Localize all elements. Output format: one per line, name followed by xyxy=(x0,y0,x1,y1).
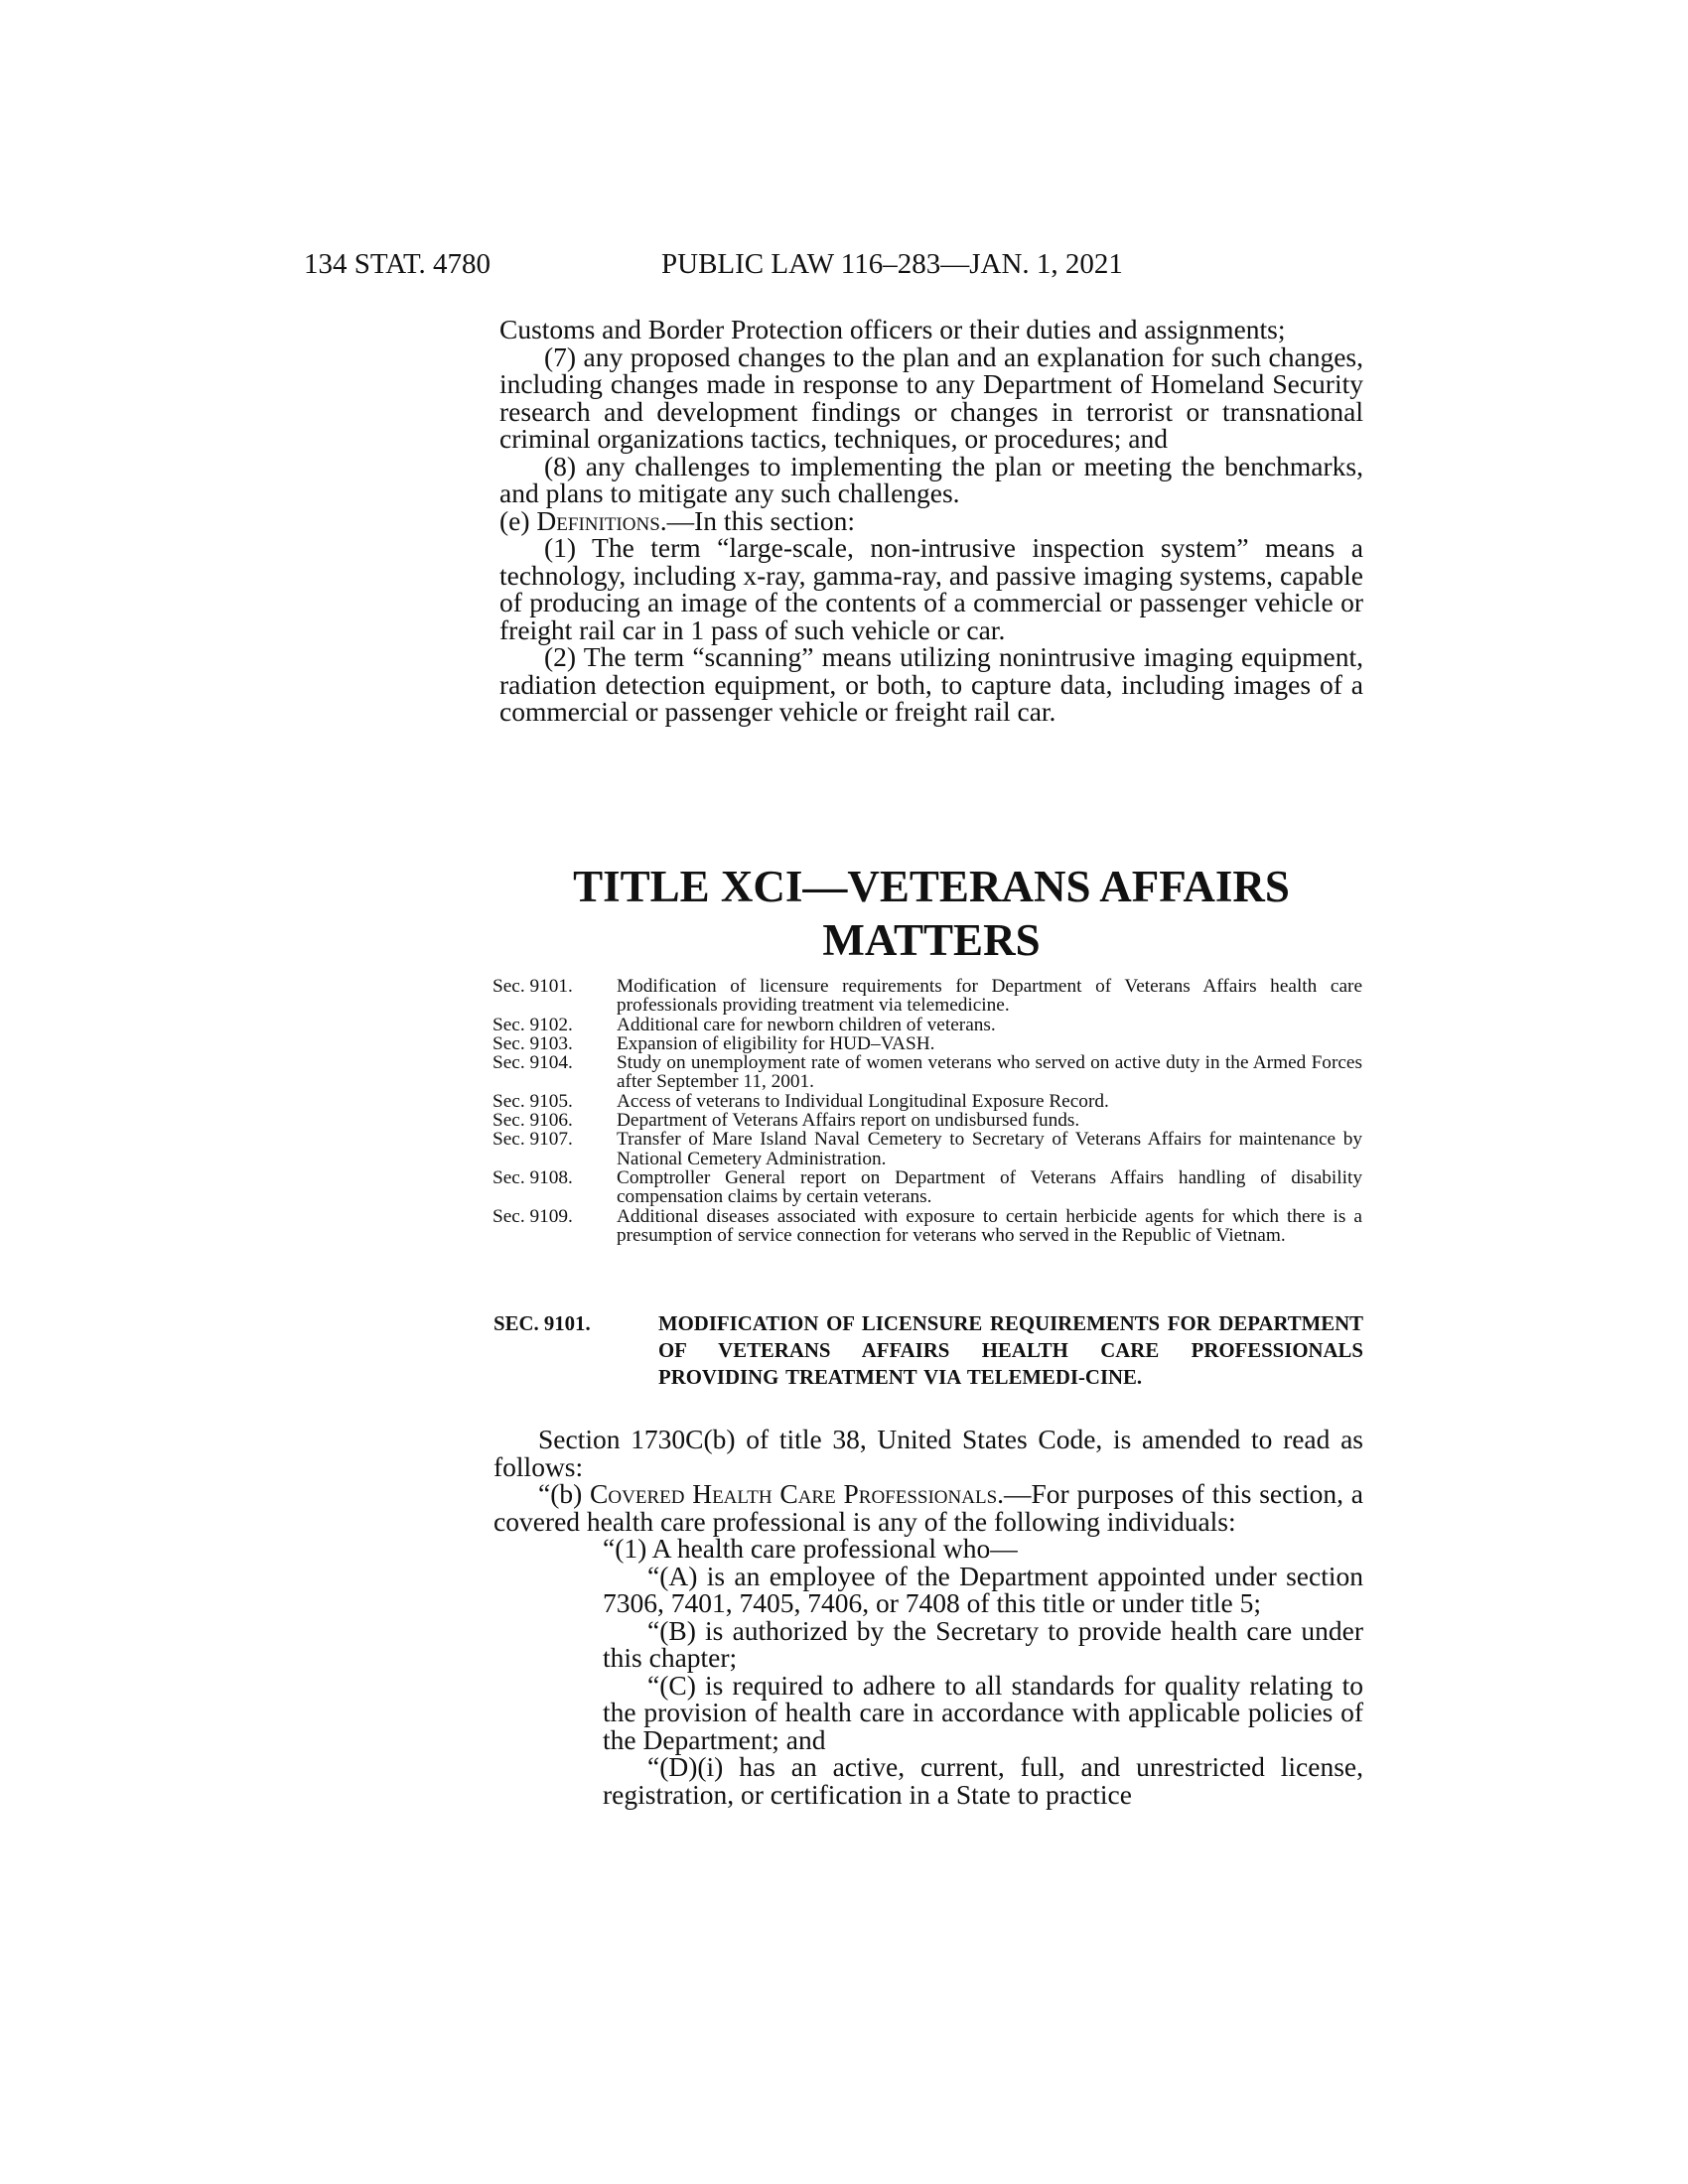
statute-page-number: 134 STAT. 4780 xyxy=(304,248,492,280)
section-intro: Section 1730C(b) of title 38, United States Code, is amended to read as follows: xyxy=(493,1424,1363,1482)
subsection-e: (e) Definitions.—In this section: xyxy=(499,504,856,536)
section-number: SEC. 9101. xyxy=(493,1312,591,1335)
toc-entry: Sec. 9104. Study on unemployment rate of women veterans who served on active duty in the Armed Forces after September 11, 2001. xyxy=(492,1052,1362,1093)
paragraph-continued: Customs and Border Protection officers or their duties and assignments; xyxy=(499,314,1286,344)
definition-2: (2) The term “scanning” means utilizing nonintrusive imaging equipment, radiation detection equipment, or both, to capture data, including images of a commercial or passenger vehicle or freight rail car. xyxy=(499,641,1363,727)
toc-entry: Sec. 9106. Department of Veterans Affairs report on undisbursed funds. xyxy=(492,1110,1080,1132)
page-header xyxy=(304,248,1366,288)
toc-entry: Sec. 9103. Expansion of eligibility for HUD–VASH. xyxy=(492,1032,935,1054)
title-line-1: TITLE XCI—VETERANS AFFAIRS xyxy=(573,862,1290,911)
section-body xyxy=(493,1426,1363,1808)
toc-entry: Sec. 9102. Additional care for newborn children of veterans. xyxy=(492,1014,996,1035)
toc-entry: Sec. 9107. Transfer of Mare Island Naval Cemetery to Secretary of Veterans Affairs for maintenance by National Cemetery Administration. xyxy=(492,1129,1362,1169)
toc-entry: Sec. 9105. Access of veterans to Individual Longitudinal Exposure Record. xyxy=(492,1090,1109,1112)
definition-1: (1) The term “large-scale, non-intrusive inspection system” means a technology, including x-ray, gamma-ray, and passive imaging systems, capable of producing an image of the contents of a commercial or passenger vehicle or freight rail car in 1 pass of such vehicle or car. xyxy=(499,532,1363,645)
paragraph-8: (8) any challenges to implementing the plan or meeting the benchmarks, and plans to mitigate any such challenges. xyxy=(499,450,1363,508)
table-of-contents xyxy=(492,977,1362,1245)
paragraph-1: “(1) A health care professional who— xyxy=(603,1533,1018,1564)
subparagraph-b: “(B) is authorized by the Secretary to provide health care under this chapter; xyxy=(603,1614,1363,1673)
toc-entry: Sec. 9108. Comptroller General report on Department of Veterans Affairs handling of disability compensation claims by certain veterans. xyxy=(492,1166,1362,1208)
subparagraph-d: “(D)(i) has an active, current, full, and unrestricted license, registration, or certification in a State to practice xyxy=(603,1751,1363,1810)
subsection-b: “(b) Covered Health Care Professionals.—For purposes of this section, a covered health care professional is any of the following individuals: xyxy=(493,1478,1363,1537)
continued-text xyxy=(499,316,1363,726)
section-title: MODIFICATION OF LICENSURE REQUIREMENTS FOR DEPARTMENT OF VETERANS AFFAIRS HEALTH CARE PROFESSIONALS PROVIDING TREATMENT VIA TELEMEDI-CINE. xyxy=(658,1312,1363,1389)
public-law-title: PUBLIC LAW 116–283—JAN. 1, 2021 xyxy=(661,248,1123,280)
subparagraph-c: “(C) is required to adhere to all standards for quality relating to the provision of health care in accordance with applicable policies of the Department; and xyxy=(603,1669,1363,1755)
toc-entry: Sec. 9109. Additional diseases associated with exposure to certain herbicide agents for which there is a presumption of service connection for veterans who served in the Republic of Vietnam. xyxy=(492,1205,1362,1246)
toc-entry: Sec. 9101. Modification of licensure requirements for Department of Veterans Affairs health care professionals providing treatment via telemedicine. xyxy=(492,976,1362,1017)
subparagraph-a: “(A) is an employee of the Department appointed under section 7306, 7401, 7405, 7406, or 7408 of this title or under title 5; xyxy=(603,1560,1363,1618)
section-heading xyxy=(493,1310,1363,1391)
title-heading xyxy=(499,860,1363,967)
paragraph-7: (7) any proposed changes to the plan and an explanation for such changes, including changes made in response to any Department of Homeland Security research and development findings or changes in terrorist or transnational criminal organizations tactics, techniques, or procedures; and xyxy=(499,341,1363,454)
title-line-2: MATTERS xyxy=(822,915,1041,965)
